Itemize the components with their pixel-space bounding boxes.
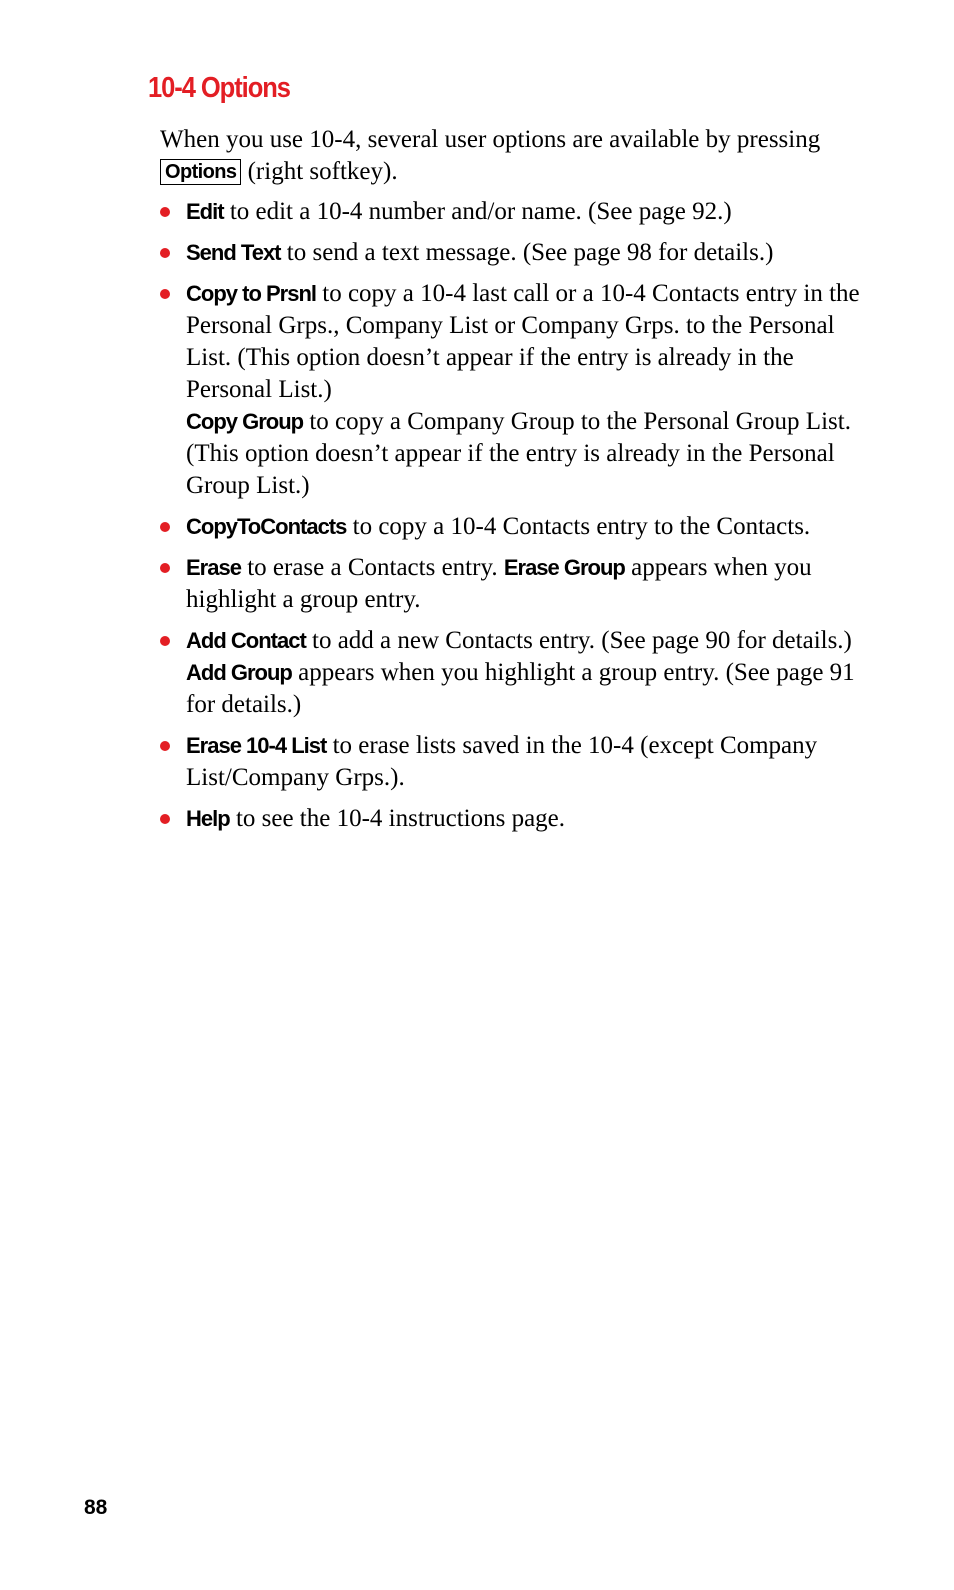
option-description: to see the 10-4 instructions page.	[229, 805, 566, 832]
list-item	[160, 196, 860, 228]
options-list	[160, 196, 860, 835]
list-item	[160, 511, 860, 543]
option-description: to copy a 10-4 Contacts entry to the Contacts.	[346, 513, 811, 540]
option-keyword-secondary: Erase Group	[503, 555, 625, 580]
option-description-secondary: appears when you highlight a group entry.	[186, 554, 812, 613]
intro-text: When you use 10-4, several user options are available by pressing	[160, 126, 821, 153]
option-keyword: Erase 10-4 List	[186, 733, 327, 758]
bullet-icon	[160, 563, 170, 573]
option-keyword: Erase	[186, 555, 241, 580]
option-description: to erase lists saved in the 10-4 (except Company List/Company Grps.).	[186, 732, 818, 791]
page-number: 88	[84, 1496, 108, 1519]
option-description-secondary: to copy a Company Group to the Personal Group List. (This option doesn’t appear if the entry is already in the Personal Group List.)	[186, 408, 851, 499]
list-item	[160, 552, 860, 616]
list-item	[160, 803, 860, 835]
option-keyword: Send Text	[186, 240, 281, 265]
bullet-icon	[160, 741, 170, 751]
list-item	[160, 730, 860, 794]
option-description: to erase a Contacts entry.	[240, 554, 504, 581]
bullet-icon	[160, 289, 170, 299]
list-item	[160, 237, 860, 269]
bullet-icon	[160, 814, 170, 824]
option-keyword: Help	[186, 806, 230, 831]
option-description: to copy a 10-4 last call or a 10-4 Contacts entry in the Personal Grps., Company List or Company Grps. to the Personal List. (This option doesn’t appear if the entry is already in the Personal List.)	[186, 280, 860, 403]
option-description-secondary: appears when you highlight a group entry. (See page 91 for details.)	[186, 659, 855, 718]
option-description: to add a new Contacts entry. (See page 90 for details.)	[305, 627, 852, 654]
option-keyword: Add Contact	[186, 628, 306, 653]
option-keyword: CopyToContacts	[186, 514, 347, 539]
option-keyword: Copy to Prsnl	[186, 281, 317, 306]
options-softkey-label: Options	[160, 159, 241, 185]
intro-text-end: (right softkey).	[241, 158, 398, 185]
option-description: to edit a 10-4 number and/or name. (See page 92.)	[223, 198, 732, 225]
bullet-icon	[160, 522, 170, 532]
bullet-icon	[160, 248, 170, 258]
intro-paragraph	[160, 124, 860, 188]
list-item	[160, 625, 860, 721]
bullet-icon	[160, 636, 170, 646]
bullet-icon	[160, 207, 170, 217]
section-title: 10-4 Options	[148, 72, 290, 104]
option-description: to send a text message. (See page 98 for details.)	[280, 239, 774, 266]
list-item	[160, 278, 860, 502]
option-keyword: Edit	[186, 199, 224, 224]
section-body	[160, 124, 860, 844]
option-keyword-secondary: Add Group	[186, 660, 292, 685]
option-keyword-secondary: Copy Group	[186, 409, 304, 434]
